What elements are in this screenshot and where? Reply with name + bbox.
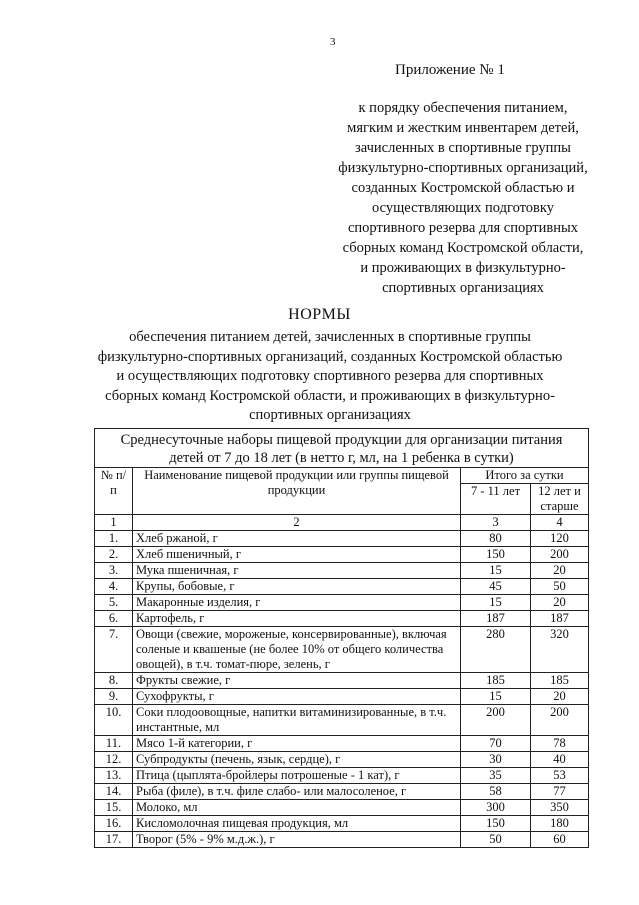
caption-line: Среднесуточные наборы пищевой продукции для организации питания [120, 432, 563, 448]
value-age-12-plus: 50 [531, 579, 589, 595]
row-number: 1. [95, 531, 133, 547]
preamble-line: и проживающих в физкультурно- [360, 260, 566, 276]
product-name: Мясо 1-й категории, г [133, 736, 461, 752]
table-row [95, 784, 589, 800]
column-number-row [95, 515, 589, 531]
table-row [95, 595, 589, 611]
preamble-line: сборных команд Костромской области, [342, 240, 584, 256]
preamble-line: к порядку обеспечения питанием, [358, 100, 568, 116]
product-name: Крупы, бобовые, г [133, 579, 461, 595]
row-number: 12. [95, 752, 133, 768]
value-age-7-11: 70 [461, 736, 531, 752]
product-name: Рыба (филе), в т.ч. филе слабо- или малосоленое, г [133, 784, 461, 800]
row-number: 3. [95, 563, 133, 579]
table-row [95, 611, 589, 627]
value-age-12-plus: 185 [531, 673, 589, 689]
column-number: 2 [133, 515, 461, 531]
row-number: 10. [95, 705, 133, 736]
value-age-12-plus: 350 [531, 800, 589, 816]
product-name: Сухофрукты, г [133, 689, 461, 705]
header-daily-total: Итого за сутки [461, 468, 589, 484]
product-name: Фрукты свежие, г [133, 673, 461, 689]
table-row [95, 689, 589, 705]
row-number: 14. [95, 784, 133, 800]
row-number: 2. [95, 547, 133, 563]
document-subtitle [80, 328, 580, 426]
value-age-7-11: 187 [461, 611, 531, 627]
product-name: Картофель, г [133, 611, 461, 627]
subtitle-line: физкультурно-спортивных организаций, созданных Костромской областью [97, 348, 563, 365]
value-age-7-11: 35 [461, 768, 531, 784]
row-number: 9. [95, 689, 133, 705]
nutrition-norms-table [94, 428, 589, 848]
preamble-line: физкультурно-спортивных организаций, [338, 160, 588, 176]
table-row [95, 816, 589, 832]
product-name: Молоко, мл [133, 800, 461, 816]
column-number: 3 [461, 515, 531, 531]
appendix-preamble [318, 98, 608, 298]
value-age-12-plus: 53 [531, 768, 589, 784]
preamble-line: спортивных организациях [382, 280, 544, 296]
value-age-7-11: 30 [461, 752, 531, 768]
value-age-12-plus: 187 [531, 611, 589, 627]
value-age-12-plus: 20 [531, 595, 589, 611]
header-product-name: Наименование пищевой продукции или группы пищевой продукции [133, 468, 461, 515]
table-row [95, 752, 589, 768]
row-number: 15. [95, 800, 133, 816]
page-number: 3 [330, 36, 336, 48]
product-name: Соки плодоовощные, напитки витаминизированные, в т.ч. инстантные, мл [133, 705, 461, 736]
value-age-12-plus: 60 [531, 832, 589, 848]
table-caption-row [95, 429, 589, 468]
subtitle-line: спортивных организациях [249, 407, 411, 423]
row-number: 4. [95, 579, 133, 595]
preamble-line: спортивного резерва для спортивных [347, 220, 579, 236]
value-age-7-11: 45 [461, 579, 531, 595]
row-number: 16. [95, 816, 133, 832]
table-row [95, 563, 589, 579]
table-row [95, 705, 589, 736]
value-age-12-plus: 200 [531, 547, 589, 563]
row-number: 13. [95, 768, 133, 784]
row-number: 6. [95, 611, 133, 627]
document-title: НОРМЫ [288, 306, 351, 323]
product-name: Макаронные изделия, г [133, 595, 461, 611]
table-header-row [95, 468, 589, 484]
row-number: 5. [95, 595, 133, 611]
preamble-line: осуществляющих подготовку [372, 200, 554, 216]
subtitle-line: и осуществляющих подготовку спортивного резерва для спортивных [116, 368, 544, 384]
header-age-12-plus: 12 лет и старше [531, 484, 589, 515]
product-name: Хлеб ржаной, г [133, 531, 461, 547]
value-age-12-plus: 20 [531, 563, 589, 579]
value-age-12-plus: 40 [531, 752, 589, 768]
table-row [95, 673, 589, 689]
value-age-7-11: 80 [461, 531, 531, 547]
column-number: 1 [95, 515, 133, 531]
value-age-7-11: 300 [461, 800, 531, 816]
value-age-7-11: 15 [461, 563, 531, 579]
table-row [95, 832, 589, 848]
value-age-7-11: 150 [461, 816, 531, 832]
subtitle-line: обеспечения питанием детей, зачисленных в спортивные группы [129, 329, 531, 345]
row-number: 7. [95, 627, 133, 673]
table-row [95, 736, 589, 752]
product-name: Овощи (свежие, мороженые, консервированные), включая соленые и квашеные (не более 10% от общего количества овощей), в т.ч. томат-пюре, зелень, г [133, 627, 461, 673]
product-name: Творог (5% - 9% м.д.ж.), г [133, 832, 461, 848]
row-number: 17. [95, 832, 133, 848]
table-row [95, 800, 589, 816]
table-row [95, 579, 589, 595]
value-age-12-plus: 77 [531, 784, 589, 800]
value-age-7-11: 50 [461, 832, 531, 848]
value-age-7-11: 200 [461, 705, 531, 736]
value-age-12-plus: 78 [531, 736, 589, 752]
product-name: Птица (цыплята-бройлеры потрошеные - 1 кат), г [133, 768, 461, 784]
value-age-7-11: 15 [461, 595, 531, 611]
preamble-line: созданных Костромской областью и [351, 180, 575, 196]
header-number: № п/п [95, 468, 133, 515]
table-row [95, 547, 589, 563]
column-number: 4 [531, 515, 589, 531]
subtitle-line: сборных команд Костромской области, и проживающих в физкультурно- [105, 387, 555, 404]
table-row [95, 531, 589, 547]
value-age-7-11: 15 [461, 689, 531, 705]
preamble-line: зачисленных в спортивные группы [355, 140, 571, 156]
header-age-7-11: 7 - 11 лет [461, 484, 531, 515]
value-age-7-11: 58 [461, 784, 531, 800]
appendix-label: Приложение № 1 [395, 62, 505, 78]
value-age-12-plus: 20 [531, 689, 589, 705]
value-age-12-plus: 180 [531, 816, 589, 832]
product-name: Кисломолочная пищевая продукция, мл [133, 816, 461, 832]
preamble-line: мягким и жестким инвентарем детей, [347, 120, 579, 136]
product-name: Субпродукты (печень, язык, сердце), г [133, 752, 461, 768]
table-caption [95, 429, 589, 468]
value-age-7-11: 185 [461, 673, 531, 689]
table-row [95, 768, 589, 784]
table-row [95, 627, 589, 673]
value-age-12-plus: 320 [531, 627, 589, 673]
row-number: 11. [95, 736, 133, 752]
product-name: Хлеб пшеничный, г [133, 547, 461, 563]
value-age-12-plus: 120 [531, 531, 589, 547]
row-number: 8. [95, 673, 133, 689]
value-age-7-11: 280 [461, 627, 531, 673]
product-name: Мука пшеничная, г [133, 563, 461, 579]
value-age-12-plus: 200 [531, 705, 589, 736]
value-age-7-11: 150 [461, 547, 531, 563]
caption-line: детей от 7 до 18 лет (в нетто г, мл, на 1 ребенка в сутки) [169, 450, 514, 466]
